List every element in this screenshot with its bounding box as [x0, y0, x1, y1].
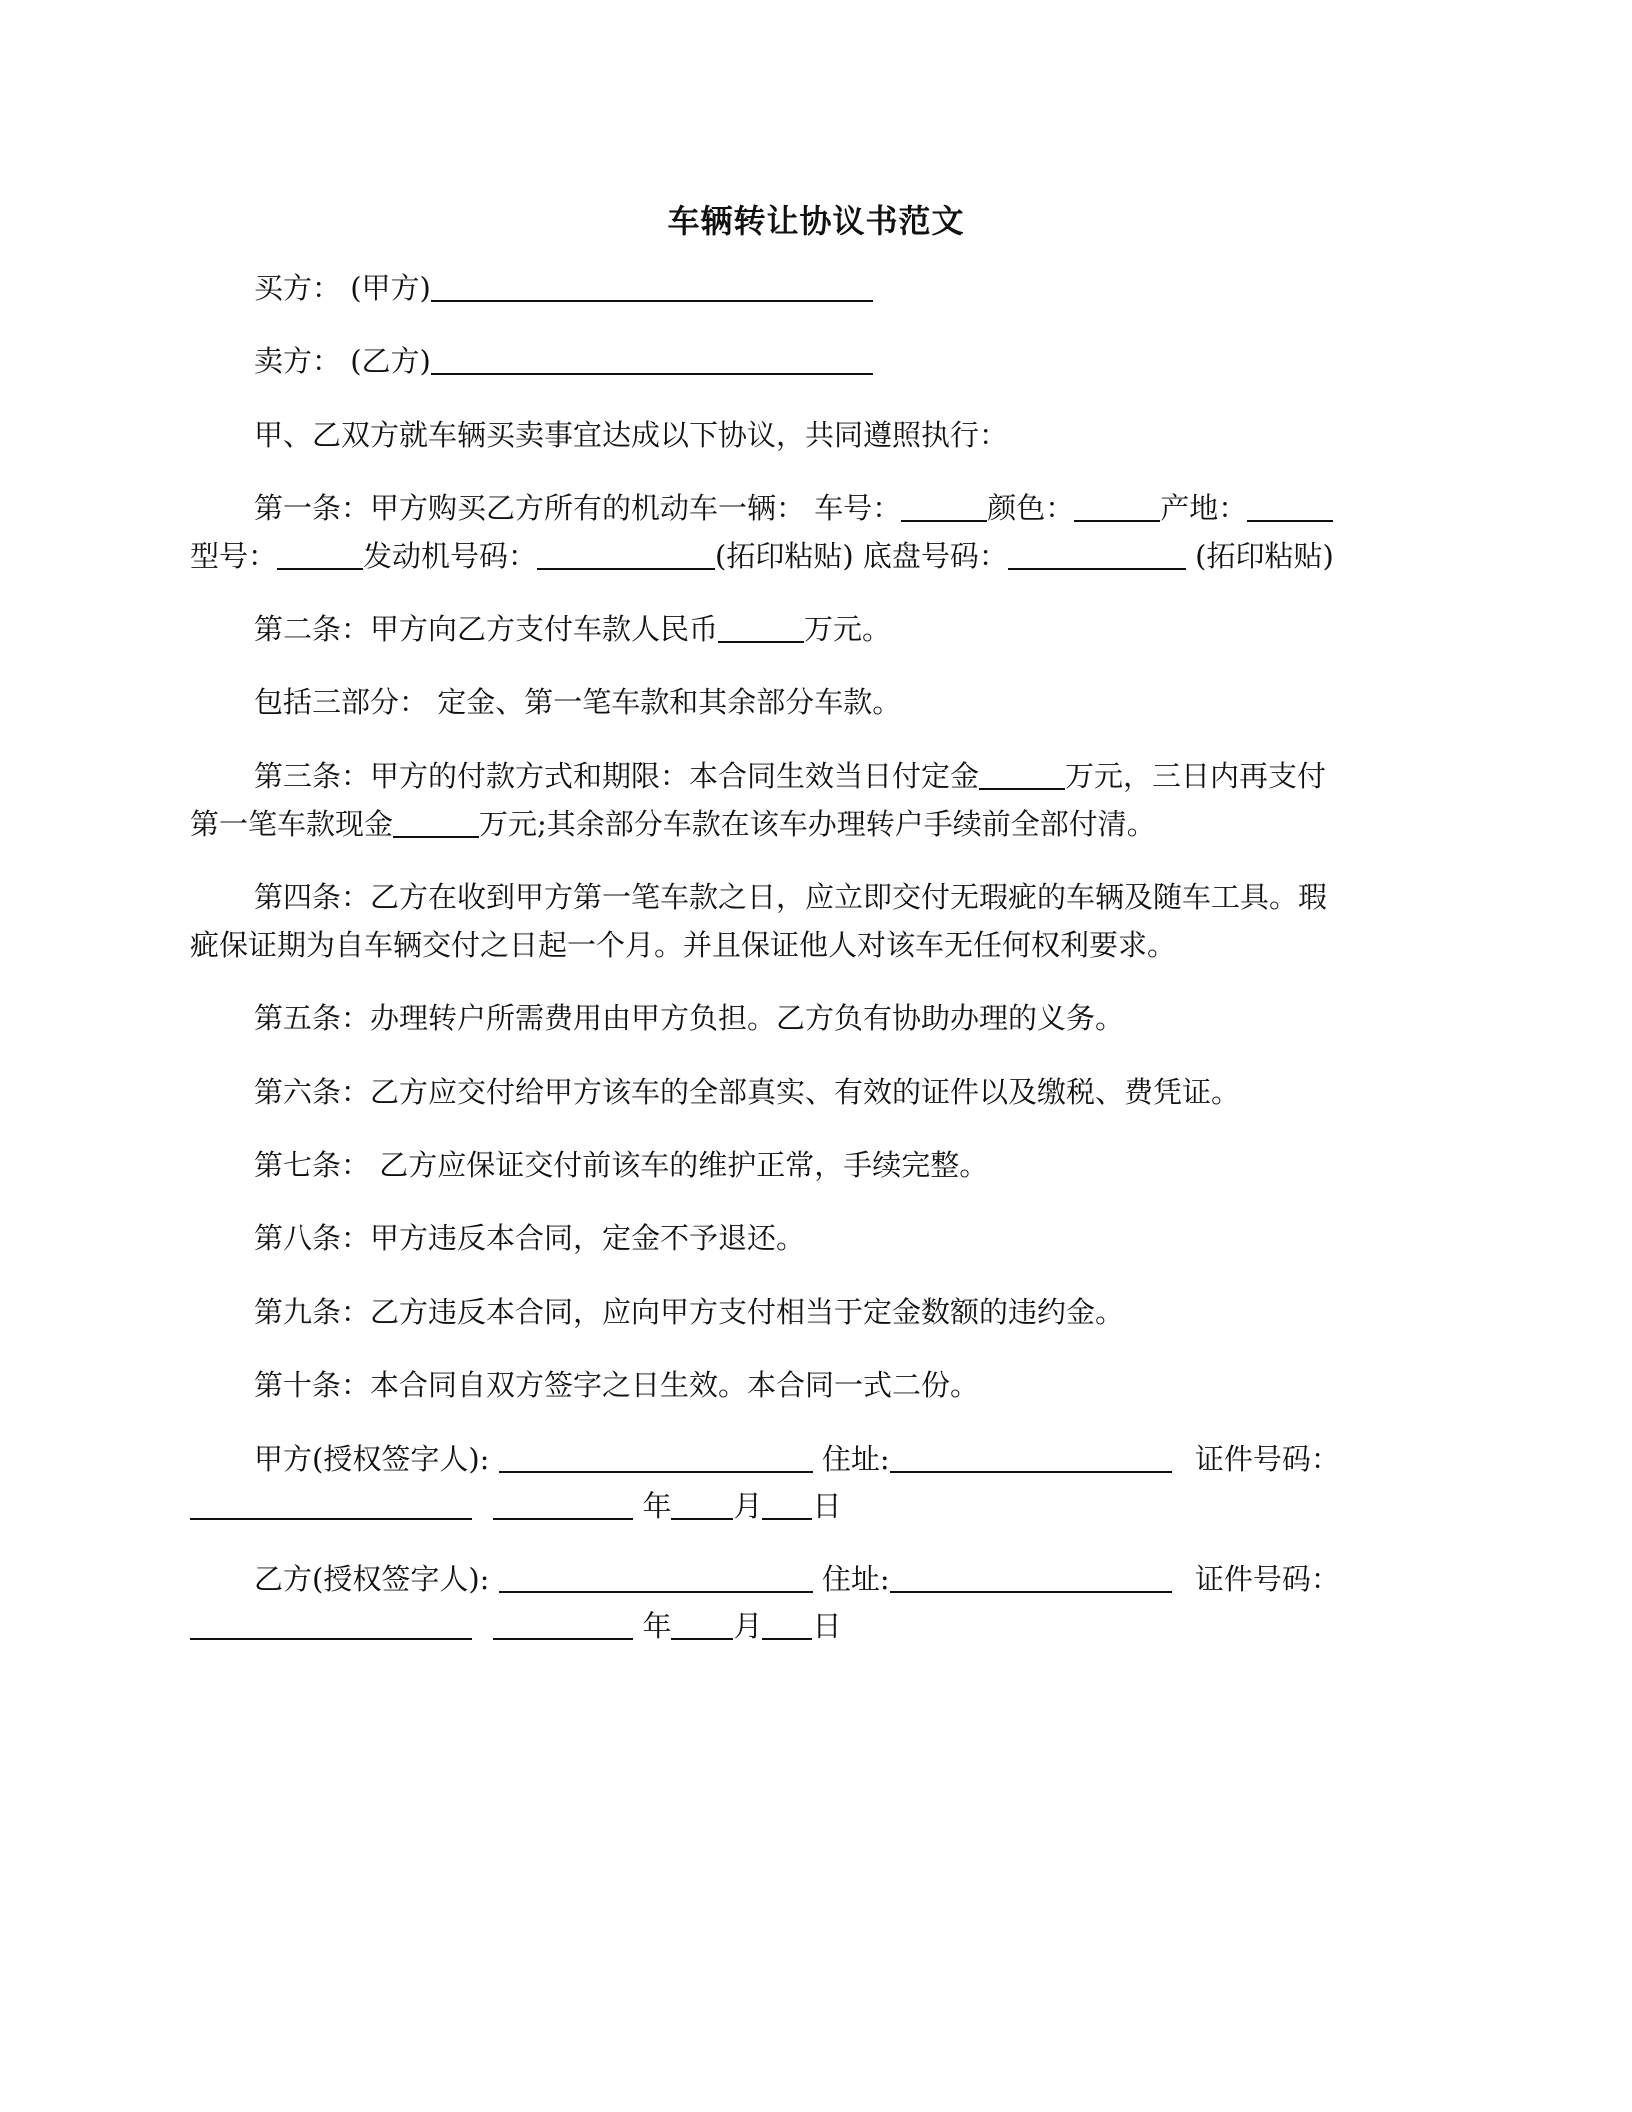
article-6: 第六条：乙方应交付给甲方该车的全部真实、有效的证件以及缴税、费凭证。 [254, 1075, 1241, 1109]
article-7: 第七条： 乙方应保证交付前该车的维护正常，手续完整。 [254, 1148, 989, 1182]
buyer-label: 买方： [254, 271, 342, 305]
rubbing-note-2: (拓印粘贴) [1195, 539, 1334, 573]
color-blank[interactable] [1074, 490, 1160, 522]
party-a-id-label: 证件号码： [1194, 1442, 1340, 1476]
deposit-blank[interactable] [979, 758, 1065, 790]
engine-blank[interactable] [537, 538, 715, 570]
model-blank[interactable] [277, 538, 363, 570]
rubbing-note-1: (拓印粘贴) [715, 539, 854, 573]
origin-blank[interactable] [1247, 490, 1333, 522]
article-8: 第八条：甲方违反本合同，定金不予退还。 [254, 1221, 806, 1255]
model-label: 型号： [190, 539, 278, 573]
party-a-month-blank[interactable] [671, 1488, 733, 1520]
party-b-month-label: 月 [733, 1609, 763, 1643]
color-label: 颜色： [987, 491, 1075, 525]
party-a-day-blank[interactable] [762, 1488, 812, 1520]
party-a-sign-line-2 [190, 1486, 841, 1526]
party-b-sign-line-1 [254, 1559, 1340, 1599]
seller-label: 卖方： [254, 344, 342, 378]
seller-party: (乙方) [350, 344, 431, 378]
party-a-month-label: 月 [733, 1489, 763, 1523]
article-1-text: 第一条：甲方购买乙方所有的机动车一辆： [254, 491, 806, 525]
party-a-signer-label: 甲方(授权签字人): [254, 1442, 490, 1476]
party-a-signer-blank[interactable] [499, 1441, 813, 1473]
article-10: 第十条：本合同自双方签字之日生效。本合同一式二份。 [254, 1368, 980, 1402]
engine-label: 发动机号码： [363, 539, 538, 573]
buyer-party: (甲方) [350, 271, 431, 305]
article-4-line-1: 第四条：乙方在收到甲方第一笔车款之日，应立即交付无瑕疵的车辆及随车工具。瑕 [254, 880, 1328, 914]
party-b-year-blank[interactable] [493, 1608, 633, 1640]
party-b-id-label: 证件号码： [1194, 1562, 1340, 1596]
article-3-text: 第三条：甲方的付款方式和期限：本合同生效当日付定金 [254, 759, 980, 793]
article-2-unit: 万元。 [804, 612, 892, 646]
party-a-year-label: 年 [642, 1489, 672, 1523]
article-4-line-2: 疵保证期为自车辆交付之日起一个月。并且保证他人对该车无任何权利要求。 [190, 928, 1177, 962]
buyer-blank[interactable] [431, 270, 873, 302]
party-b-signer-label: 乙方(授权签字人): [254, 1562, 490, 1596]
article-3-line-1 [254, 756, 1326, 796]
party-a-sign-line-1 [254, 1439, 1340, 1479]
buyer-line [254, 268, 873, 308]
party-b-month-blank[interactable] [671, 1608, 733, 1640]
chassis-blank[interactable] [1008, 538, 1186, 570]
article-1-line-2 [190, 536, 1334, 576]
party-b-signer-blank[interactable] [499, 1561, 813, 1593]
article-2 [254, 609, 891, 649]
chassis-label: 底盘号码： [862, 539, 1008, 573]
article-3-text-2: 万元，三日内再支付 [1065, 759, 1327, 793]
intro-text: 甲、乙双方就车辆买卖事宜达成以下协议，共同遵照执行： [254, 418, 1009, 452]
document-title: 车辆转让协议书范文 [667, 202, 965, 240]
price-blank[interactable] [718, 611, 804, 643]
origin-label: 产地： [1160, 491, 1248, 525]
article-1-line-1 [254, 488, 1333, 528]
plate-label: 车号： [814, 491, 902, 525]
article-3-text-3: 第一笔车款现金 [190, 807, 394, 841]
article-3-line-2 [190, 804, 1156, 844]
first-payment-blank[interactable] [393, 806, 479, 838]
article-3-text-4: 万元;其余部分车款在该车办理转户手续前全部付清。 [479, 807, 1156, 841]
party-a-day-label: 日 [812, 1489, 842, 1523]
article-2-note: 包括三部分： 定金、第一笔车款和其余部分车款。 [254, 685, 902, 719]
article-5: 第五条：办理转户所需费用由甲方负担。乙方负有协助办理的义务。 [254, 1001, 1125, 1035]
article-9: 第九条：乙方违反本合同，应向甲方支付相当于定金数额的违约金。 [254, 1295, 1125, 1329]
seller-blank[interactable] [431, 343, 873, 375]
plate-blank[interactable] [901, 490, 987, 522]
party-b-sign-line-2 [190, 1606, 841, 1646]
article-2-text: 第二条：甲方向乙方支付车款人民币 [254, 612, 719, 646]
party-b-year-label: 年 [642, 1609, 672, 1643]
party-a-address-blank[interactable] [890, 1441, 1172, 1473]
party-b-id-blank[interactable] [190, 1608, 472, 1640]
party-b-address-label: 住址: [821, 1562, 890, 1596]
party-b-day-label: 日 [812, 1609, 842, 1643]
seller-line [254, 341, 873, 381]
party-a-address-label: 住址: [821, 1442, 890, 1476]
party-b-address-blank[interactable] [890, 1561, 1172, 1593]
party-a-id-blank[interactable] [190, 1488, 472, 1520]
party-b-day-blank[interactable] [762, 1608, 812, 1640]
party-a-year-blank[interactable] [493, 1488, 633, 1520]
